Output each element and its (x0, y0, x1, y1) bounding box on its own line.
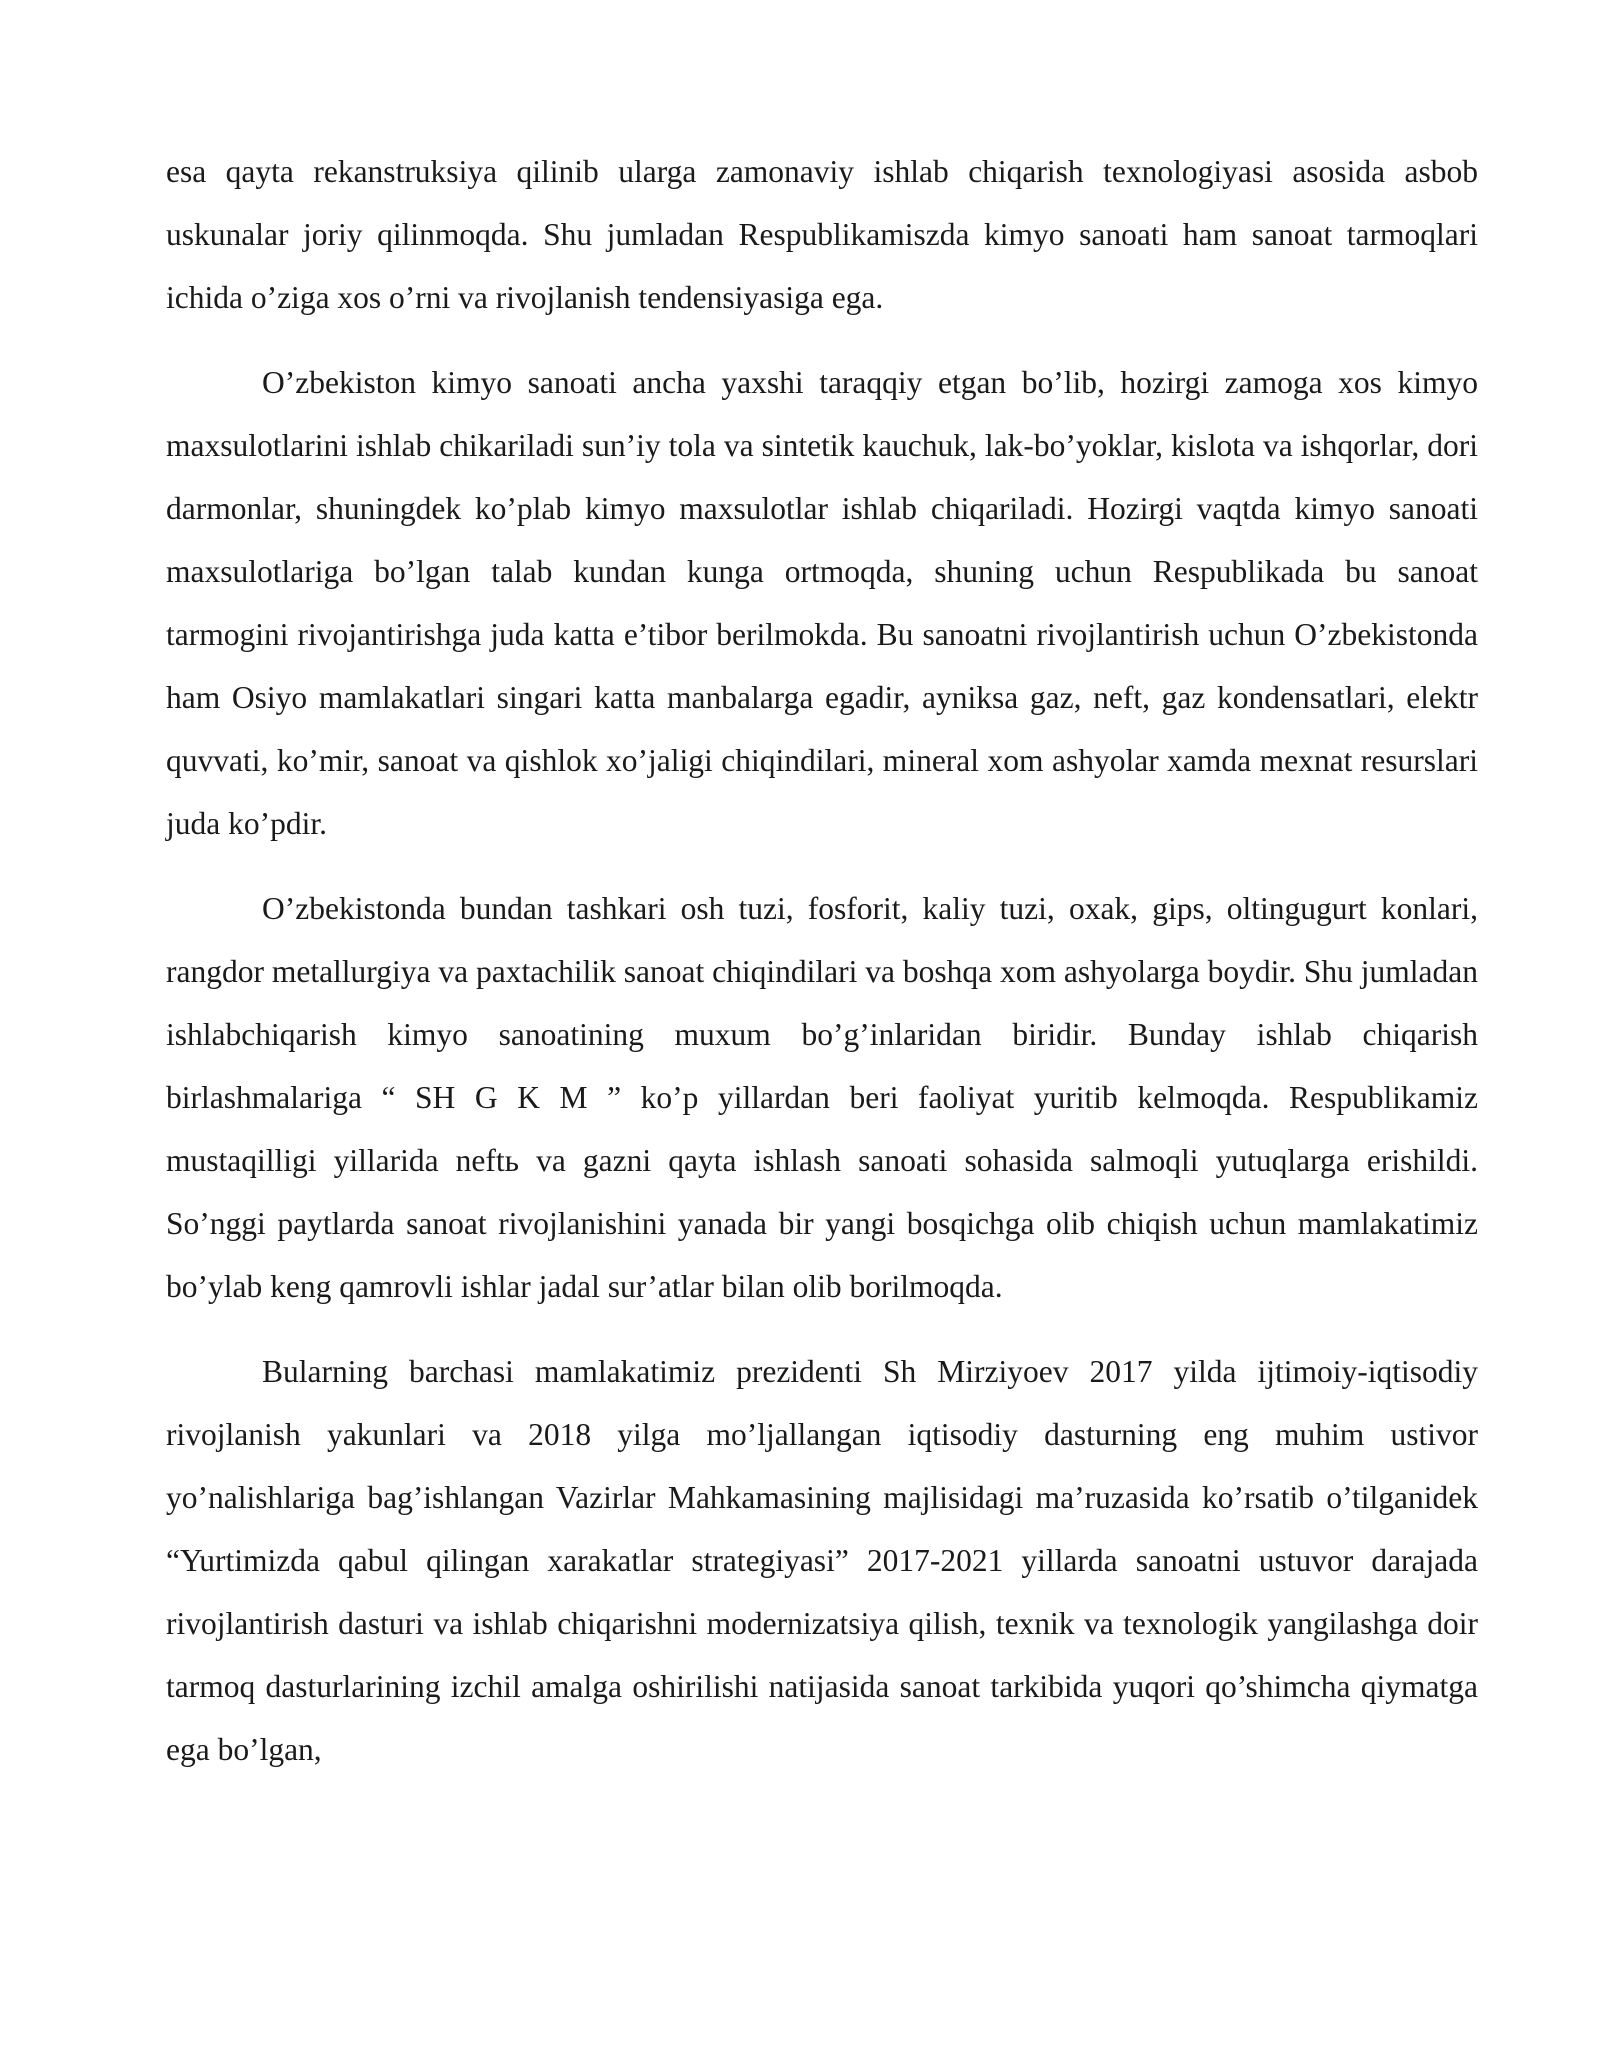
paragraph-1: esa qayta rekanstruksiya qilinib ularga zamonaviy ishlab chiqarish texnologiyasi asosida asbob uskunalar joriy qilinmoqda. Shu jumladan Respublikamiszda kimyo sanoati ham sanoat tarmoqlari ichida o’ziga xos o’rni va rivojlanish tendensiyasiga ega. (166, 154, 1478, 315)
paragraph-4: Bularning barchasi mamlakatimiz prezidenti Sh Mirziyoev 2017 yilda ijtimoiy-iqtisodiy rivojlanish yakunlari va 2018 yilga mo’ljallangan iqtisodiy dasturning eng muhim ustivor yo’nalishlariga bag’ishlangan Vazirlar Mahkamasining majlisidagi ma’ruzasida ko’rsatib o’tilganidek “Yurtimizda qabul qilingan xarakatlar strategiyasi” 2017-2021 yillarda sanoatni ustuvor darajada rivojlantirish dasturi va ishlab chiqarishni modernizatsiya qilish, texnik va texnologik yangilashga doir tarmoq dasturlarining izchil amalga oshirilishi natijasida sanoat tarkibida yuqori qo’shimcha qiymatga ega bo’lgan, (166, 1354, 1478, 1767)
paragraph-2: O’zbekiston kimyo sanoati ancha yaxshi taraqqiy etgan bo’lib, hozirgi zamoga xos kimyo maxsulotlarini ishlab chikariladi sun’iy tola va sintetik kauchuk, lak-bo’yoklar, kislota va ishqorlar, dori darmonlar, shuningdek ko’plab kimyo maxsulotlar ishlab chiqariladi. Hozirgi vaqtda kimyo sanoati maxsulotlariga bo’lgan talab kundan kunga ortmoqda, shuning uchun Respublikada bu sanoat tarmogini rivojantirishga juda katta e’tibor berilmokda. Bu sanoatni rivojlantirish uchun O’zbekistonda ham Osiyo mamlakatlari singari katta manbalarga egadir, ayniksa gaz, neft, gaz kondensatlari, elektr quvvati, ko’mir, sanoat va qishlok xo’jaligi chiqindilari, mineral xom ashyolar xamda mexnat resurslari juda ko’pdir. (166, 365, 1478, 841)
paragraph-3: O’zbekistonda bundan tashkari osh tuzi, fosforit, kaliy tuzi, oxak, gips, oltingugurt konlari, rangdor metallurgiya va paxtachilik sanoat chiqindilari va boshqa xom ashyolarga boydir. Shu jumladan ishlabchiqarish kimyo sanoatining muxum bo’g’inlaridan biridir. Bunday ishlab chiqarish birlashmalariga “ SH G K M ” ko’p yillardan beri faoliyat yuritib kelmoqda. Respublikamiz mustaqilligi yillarida neftь va gazni qayta ishlash sanoati sohasida salmoqli yutuqlarga erishildi. So’nggi paytlarda sanoat rivojlanishini yanada bir yangi bosqichga olib chiqish uchun mamlakatimiz bo’ylab keng qamrovli ishlar jadal sur’atlar bilan olib borilmoqda. (166, 891, 1478, 1304)
document-body (166, 140, 1478, 1803)
